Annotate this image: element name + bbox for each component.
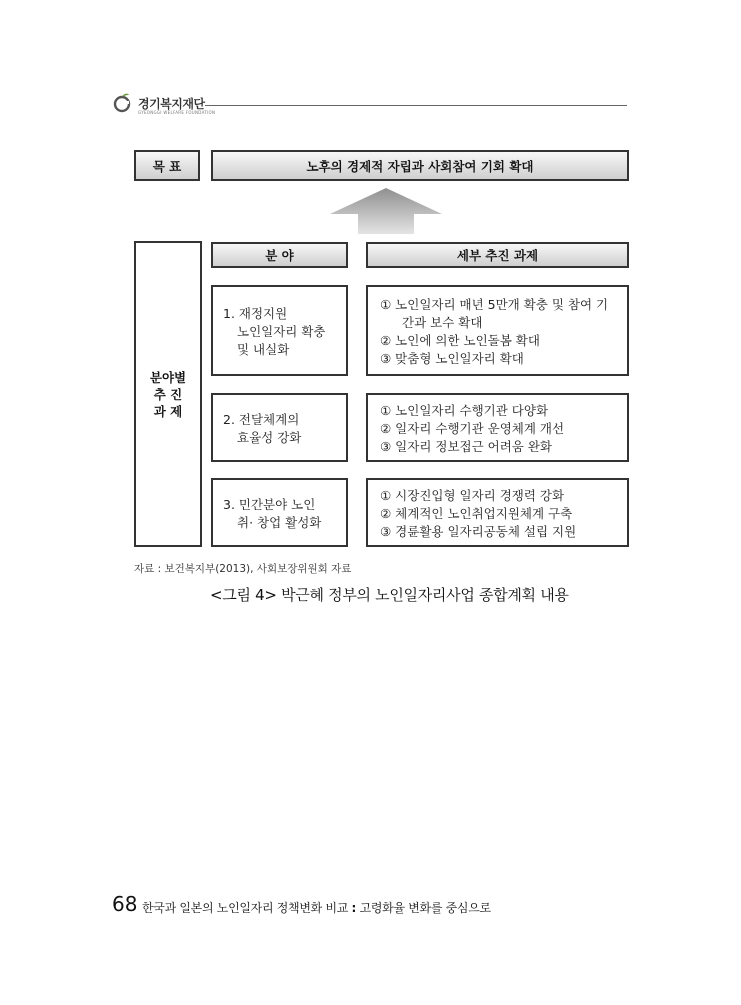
tasks-label-box [134,241,202,547]
upward-arrow-icon [330,188,442,234]
field-line: 노인일자리 확충 [237,324,326,339]
detail-item: ① 시장진입형 일자리 경쟁력 강화 [380,488,565,503]
tasks-label [136,369,200,420]
details-column-header [366,242,629,268]
page-number: 68 [112,892,138,916]
field-header-text: 분 야 [265,248,294,263]
detail-item: ③ 맞춤형 노인일자리 확대 [380,351,524,366]
org-subtitle: GYEONGGI WELFARE FOUNDATION [138,110,216,115]
goal-label [134,150,200,181]
field-column-header [211,242,348,268]
detail-item: ② 일자리 수행기관 운영체계 개선 [380,421,565,436]
field-line: 취· 창업 활성화 [237,515,322,530]
running-title [142,899,491,916]
tasks-label-line: 분야별 [149,370,187,385]
detail-item: ③ 경륜활용 일자리공동체 설립 지원 [380,524,577,539]
details-box-1 [366,285,629,376]
detail-item: ② 체계적인 노인취업지원체계 구축 [380,506,573,521]
details-box-3 [366,478,629,547]
field-line: 2. 전달체계의 [223,412,300,427]
running-title-sub: 고령화율 변화를 중심으로 [359,901,491,915]
org-name: 경기복지재단 [138,97,205,111]
goal-text: 노후의 경제적 자립과 사회참여 기회 확대 [306,158,534,174]
tasks-label-line: 추 진 [153,387,183,402]
goal-label-text: 목 표 [152,158,182,174]
header-rule [205,105,627,106]
field-box-2 [211,393,348,462]
tasks-label-line: 과 제 [153,404,183,419]
field-box-1 [211,285,348,376]
detail-item: ① 노인일자리 매년 5만개 확충 및 참여 기간과 보수 확대 [380,297,609,330]
detail-item: ② 노인에 의한 노인돌봄 확대 [380,333,540,348]
detail-item: ① 노인일자리 수행기관 다양화 [380,403,549,418]
details-box-2 [366,393,629,462]
running-title-main: 한국과 일본의 노인일자리 정책변화 비교 [142,901,349,915]
source-note: 자료 : 보건복지부(2013), 사회보장위원회 자료 [134,563,352,575]
details-header-text: 세부 추진 과제 [456,248,539,263]
field-line: 효율성 강화 [237,430,302,445]
field-line: 및 내실화 [237,342,290,357]
running-title-colon: : [351,901,357,915]
field-box-3 [211,478,348,547]
field-line: 3. 민간분야 노인 [223,497,316,512]
foundation-logo-icon [112,92,132,114]
figure-caption: <그림 4> 박근혜 정부의 노인일자리사업 종합계획 내용 [210,586,569,604]
field-line: 1. 재정지원 [223,306,288,321]
goal-box [211,150,629,181]
detail-item: ③ 일자리 정보접근 어려움 완화 [380,439,553,454]
